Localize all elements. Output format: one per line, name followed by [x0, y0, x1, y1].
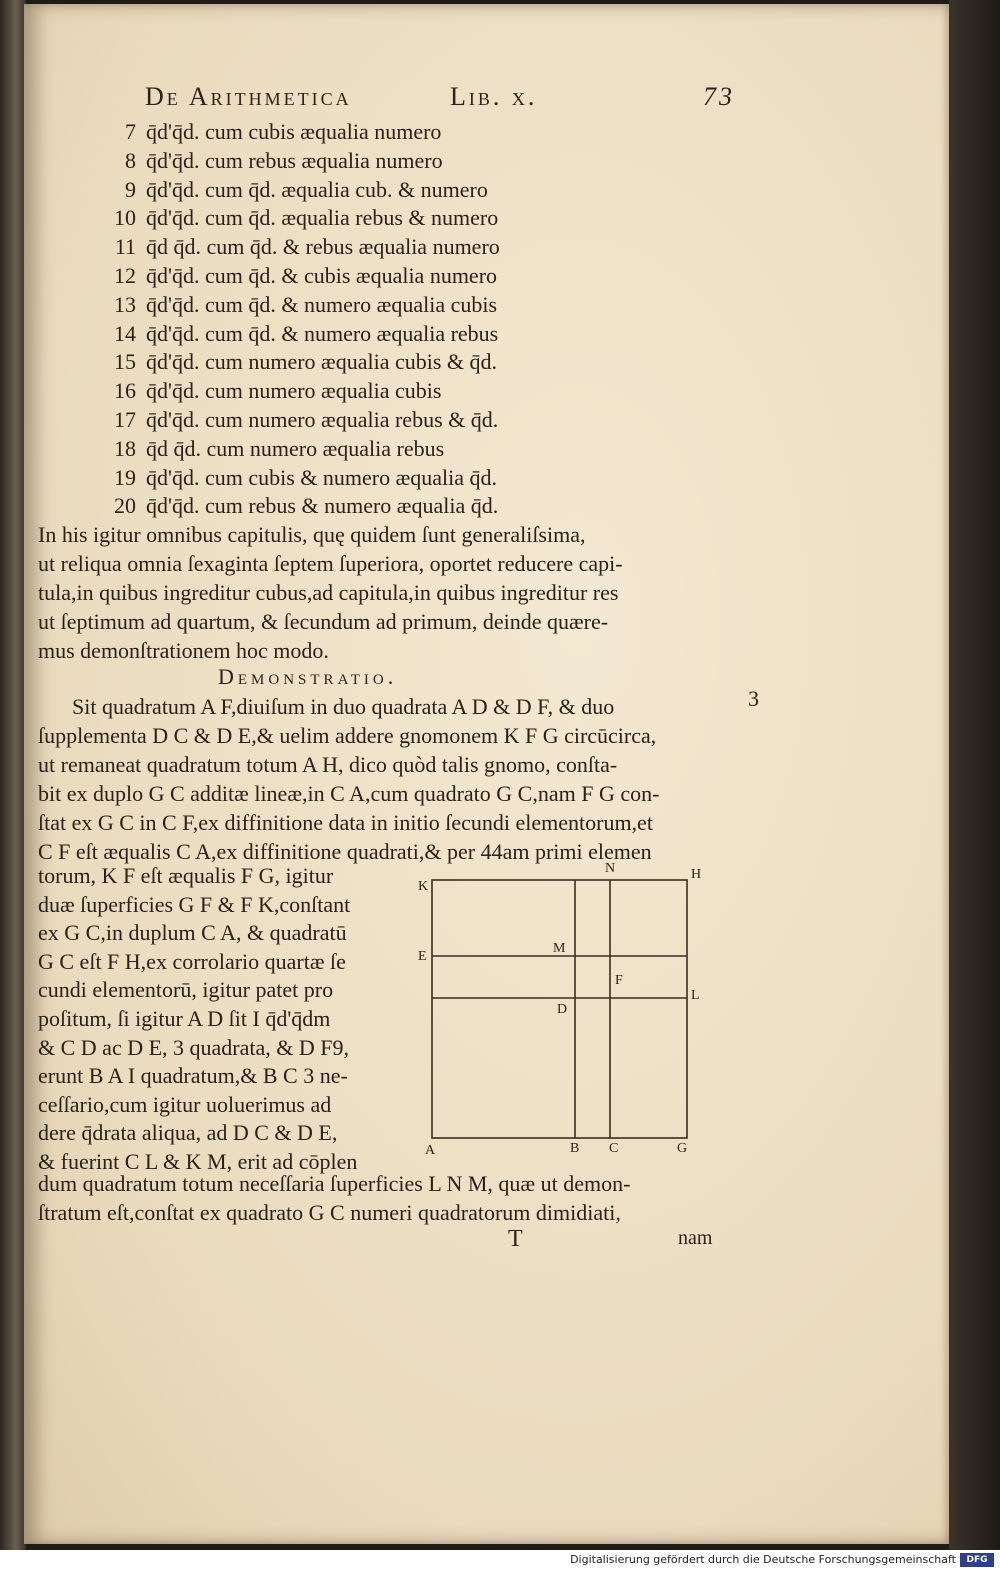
- text-line: bit ex duplo G C additæ lineæ,in C A,cum quadrato G C,nam F G con-: [38, 781, 660, 806]
- list-item-text: q̄d'q̄d. cum numero æqualia cubis & q̄d.: [146, 349, 498, 375]
- list-item-number: 14: [114, 320, 136, 346]
- list-item-number: 20: [114, 493, 136, 519]
- digitization-footer: [0, 1550, 1000, 1571]
- gnomon-diagram: [405, 860, 715, 1160]
- list-item: [100, 435, 700, 464]
- list-item: [100, 204, 700, 233]
- geometric-figure: [405, 860, 715, 1160]
- list-item: [100, 291, 700, 320]
- list-item-number: 12: [114, 262, 136, 288]
- list-item-text: q̄d'q̄d. cum q̄d. æqualia rebus & numero: [146, 205, 499, 231]
- list-item-text: q̄d'q̄d. cum q̄d. & numero æqualia rebus: [146, 320, 499, 346]
- running-head-title: De Arithmetica: [145, 82, 352, 111]
- list-item: [100, 176, 700, 205]
- list-item-text: q̄d'q̄d. cum numero æqualia rebus & q̄d.: [146, 406, 499, 432]
- list-item-number: 11: [114, 234, 136, 260]
- text-line: cundi elementorū, igitur patet pro: [38, 977, 334, 1003]
- margin-note: 3: [748, 686, 759, 711]
- list-item-number: 15: [114, 349, 136, 375]
- list-item-number: 7: [125, 119, 136, 144]
- text-line: & fuerint C L & K M, erit ad cōplen: [38, 1148, 358, 1174]
- text-line: duæ ſuperficies G F & F K,conſtant: [38, 891, 351, 917]
- text-line: In his igitur omnibus capitulis, quę quidem ſunt generaliſsima,: [38, 522, 586, 547]
- demonstration-paragraph: [38, 692, 728, 866]
- signature-mark: T: [508, 1226, 523, 1252]
- list-item-number: 13: [114, 291, 136, 317]
- text-line: ex G C,in duplum C A, & quadratū: [38, 920, 347, 946]
- figure-label-f: F: [615, 973, 623, 988]
- list-item-text: q̄d'q̄d. cum numero æqualia cubis: [146, 378, 442, 404]
- text-line: ut ſeptimum ad quartum, & ſecundum ad primum, deinde quære-: [38, 609, 609, 634]
- figure-label-c: C: [609, 1141, 619, 1156]
- figure-label-n: N: [605, 861, 616, 876]
- equation-list: [100, 118, 700, 521]
- text-line: Sit quadratum A F,diuiſum in duo quadrata A D & D F, & duo: [72, 694, 615, 719]
- text-line: tula,in quibus ingreditur cubus,ad capitula,in quibus ingreditur res: [38, 580, 619, 605]
- text-line: G C eſt F H,ex corrolario quartæ ſe: [38, 948, 346, 974]
- text-line: mus demonſtrationem hoc modo.: [38, 638, 329, 663]
- folio-number: 73: [703, 82, 735, 111]
- section-heading: Demonstratio.: [218, 664, 398, 689]
- figure-label-h: H: [691, 867, 702, 882]
- list-item-number: 17: [114, 406, 136, 432]
- closing-paragraph: [38, 1170, 728, 1227]
- list-item-number: 16: [114, 378, 136, 404]
- list-item: [100, 118, 700, 147]
- text-line: poſitum, ſi igitur A D ſit I q̄d'q̄dm: [38, 1005, 331, 1031]
- list-item-text: q̄d'q̄d. cum cubis æqualia numero: [146, 119, 442, 144]
- list-item-number: 8: [125, 147, 136, 173]
- list-item-number: 18: [114, 435, 136, 461]
- column-text: [38, 862, 398, 1177]
- figure-label-k: K: [418, 879, 429, 894]
- book-binding-edge: [0, 0, 26, 1550]
- figure-label-e: E: [418, 949, 427, 964]
- list-item-text: q̄d'q̄d. cum rebus æqualia numero: [146, 147, 443, 173]
- text-line: & C D ac D E, 3 quadrata, & D F9,: [38, 1034, 349, 1060]
- text-line: ſtat ex G C in C F,ex diffinitione data in initio ſecundi elementorum,et: [38, 810, 653, 835]
- running-head-book: Lib. x.: [450, 82, 538, 111]
- list-item: [100, 147, 700, 176]
- list-item: [100, 348, 700, 377]
- list-item-text: q̄d'q̄d. cum rebus & numero æqualia q̄d.: [146, 493, 499, 519]
- text-line: dere q̄drata aliqua, ad D C & D E,: [38, 1120, 338, 1146]
- list-item: [100, 492, 700, 521]
- figure-label-g: G: [677, 1141, 688, 1156]
- list-item-number: 19: [114, 464, 136, 490]
- footer-credit: Digitalisierung gefördert durch die Deutsche Forschungsgemeinschaft: [570, 1553, 956, 1566]
- text-line: torum, K F eſt æqualis F G, igitur: [38, 863, 334, 888]
- figure-label-b: B: [570, 1141, 580, 1156]
- list-item-text: q̄d'q̄d. cum q̄d. & numero æqualia cubis: [146, 291, 498, 317]
- list-item-number: 10: [114, 205, 136, 231]
- list-item: [100, 464, 700, 493]
- list-item-number: 9: [125, 176, 136, 202]
- text-line: erunt B A I quadratum,& B C 3 ne-: [38, 1063, 348, 1089]
- list-item-text: q̄d'q̄d. cum cubis & numero æqualia q̄d.: [146, 464, 498, 490]
- list-item-text: q̄d'q̄d. cum q̄d. & cubis æqualia numero: [146, 262, 498, 288]
- text-line: ut remaneat quadratum totum A H, dico quòd talis gnomo, conſta-: [38, 752, 618, 777]
- list-item-text: q̄d q̄d. cum numero æqualia rebus: [146, 435, 445, 461]
- text-line: ſtratum eſt,conſtat ex quadrato G C numeri quadratorum dimidiati,: [38, 1199, 621, 1225]
- list-item: [100, 406, 700, 435]
- running-head: [145, 82, 735, 118]
- figure-label-a: A: [425, 1143, 436, 1158]
- list-item: [100, 233, 700, 262]
- figure-label-m: M: [553, 941, 566, 956]
- text-line: ſupplementa D C & D E,& uelim addere gnomonem K F G circūcirca,: [38, 723, 657, 748]
- text-line: dum quadratum totum neceſſaria ſuperficies L N M, quæ ut demon-: [38, 1171, 631, 1196]
- list-item: [100, 377, 700, 406]
- text-line: ceſſario,cum igitur uoluerimus ad: [38, 1091, 332, 1117]
- figure-label-l: L: [691, 988, 700, 1003]
- catchword: nam: [678, 1227, 713, 1249]
- list-item-text: q̄d'q̄d. cum q̄d. æqualia cub. & numero: [146, 176, 488, 202]
- list-item-text: q̄d q̄d. cum q̄d. & rebus æqualia numero: [146, 234, 500, 260]
- intro-paragraph: [38, 520, 728, 665]
- scan-right-margin: [949, 0, 1000, 1550]
- list-item: [100, 320, 700, 349]
- figure-label-d: D: [557, 1002, 568, 1017]
- text-line: ut reliqua omnia ſexaginta ſeptem ſuperiora, oportet reducere capi-: [38, 551, 623, 576]
- text-line: C F eſt æqualis C A,ex diffinitione quadrati,& per 44am primi elemen: [38, 839, 652, 864]
- list-item: [100, 262, 700, 291]
- dfg-logo: DFG: [960, 1553, 994, 1567]
